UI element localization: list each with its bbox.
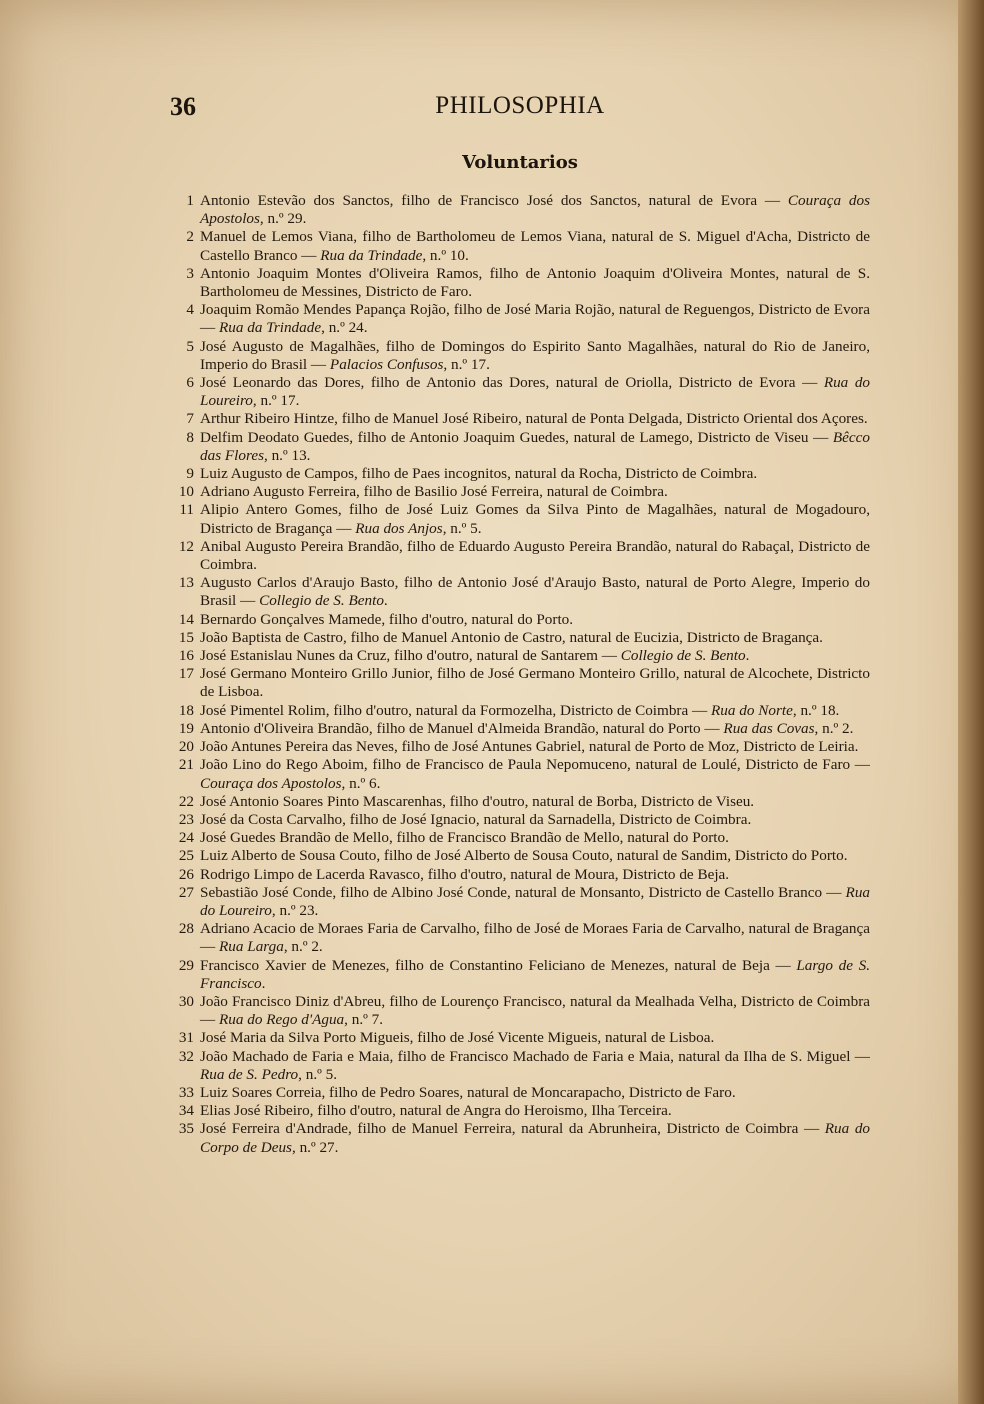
entry-text: Rodrigo Limpo de Lacerda Ravasco, filho d'outro, natural de Moura, Districto de Beja. — [200, 865, 730, 883]
entry-number: 34 — [178, 1102, 194, 1120]
entry-house-number: , n.º 17. — [443, 355, 490, 373]
entry-text: Manuel de Lemos Viana, filho de Bartholomeu de Lemos Viana, natural de S. Miguel d'Acha, Districto de Castello Branco — — [200, 228, 870, 264]
entry-text: José Ferreira d'Andrade, filho de Manuel Ferreira, natural da Abrunheira, Districto de Coimbra — — [200, 1120, 820, 1138]
entry-text: Luiz Alberto de Sousa Couto, filho de José Alberto de Sousa Couto, natural de Sandim, Districto do Porto. — [200, 847, 848, 865]
list-item — [170, 265, 870, 301]
entry-text: Delfim Deodato Guedes, filho de Antonio Joaquim Guedes, natural de Lamego, Districto de Viseu — — [200, 428, 829, 446]
list-item — [170, 829, 870, 847]
list-item — [170, 1084, 870, 1102]
list-item — [170, 574, 870, 610]
entry-text: João Machado de Faria e Maia, filho de Francisco Machado de Faria e Maia, natural da Ilha de S. Miguel — — [200, 1047, 870, 1065]
entry-house-number: . — [383, 592, 388, 610]
entry-number: 23 — [178, 810, 194, 828]
book-binding-edge — [958, 0, 984, 1404]
entry-number: 8 — [186, 428, 194, 446]
entry-address: Rua do Corpo de Deus — [200, 1120, 871, 1156]
entry-text: Luiz Augusto de Campos, filho de Paes incognitos, natural da Rocha, Districto de Coimbra. — [200, 465, 758, 483]
entry-house-number: , n.º 6. — [341, 774, 381, 792]
entry-text: José Leonardo das Dores, filho de Antonio das Dores, natural de Oriolla, Districto de Evora — — [200, 374, 818, 392]
list-item — [170, 866, 870, 884]
entry-house-number: , n.º 23. — [271, 901, 319, 919]
entry-house-number: , n.º 17. — [252, 392, 300, 410]
entry-house-number: , n.º 10. — [422, 246, 469, 264]
entry-text: Augusto Carlos d'Araujo Basto, filho de Antonio José d'Araujo Basto, natural de Porto Alegre, Imperio do Brasil — — [200, 574, 870, 610]
list-item — [170, 1102, 870, 1120]
entry-list — [170, 192, 870, 1157]
entry-text: José Germano Monteiro Grillo Junior, filho de José Germano Monteiro Grillo, natural de Alcochete, Districto de Lisboa. — [200, 665, 870, 701]
list-item — [170, 756, 870, 792]
entry-number: 24 — [178, 829, 194, 847]
list-item — [170, 1120, 870, 1156]
entry-house-number: , n.º 5. — [298, 1065, 338, 1083]
entry-address: Rua do Rego d'Agua — [218, 1011, 345, 1029]
entry-address: Rua Larga — [218, 938, 284, 956]
running-title: PHILOSOPHIA — [435, 92, 605, 119]
entry-address: Largo de S. Francisco — [200, 956, 870, 992]
entry-number: 4 — [186, 301, 194, 319]
list-item — [170, 501, 870, 537]
entry-house-number: , n.º 13. — [263, 446, 311, 464]
entry-address: Collegio de S. Bento — [259, 592, 384, 610]
entry-text: José Augusto de Magalhães, filho de Domingos do Espirito Santo Magalhães, natural do Rio de Janeiro, Imperio do Brasil — — [200, 337, 870, 373]
entry-address: Rua do Loureiro — [200, 374, 871, 410]
entry-house-number: , n.º 2. — [814, 719, 854, 737]
list-item — [170, 465, 870, 483]
list-item — [170, 228, 870, 264]
entry-number: 7 — [186, 410, 194, 428]
entry-house-number: , n.º 24. — [321, 319, 368, 337]
page-number: 36 — [170, 92, 196, 121]
entry-text: José Maria da Silva Porto Migueis, filho de José Vicente Migueis, natural de Lisboa. — [200, 1029, 715, 1047]
entry-number: 22 — [178, 792, 194, 810]
entry-text: João Baptista de Castro, filho de Manuel Antonio de Castro, natural de Eucizia, Districto de Bragança. — [200, 628, 823, 646]
list-item — [170, 538, 870, 574]
entry-house-number: , n.º 29. — [259, 210, 307, 228]
entry-number: 31 — [178, 1029, 194, 1047]
entry-house-number: , n.º 18. — [792, 701, 840, 719]
list-item — [170, 665, 870, 701]
entry-text: Francisco Xavier de Menezes, filho de Constantino Feliciano de Menezes, natural de Beja — — [200, 956, 791, 974]
entry-number: 17 — [178, 665, 194, 683]
entry-number: 1 — [186, 192, 194, 209]
list-item — [170, 702, 870, 720]
entry-text: Bernardo Gonçalves Mamede, filho d'outro, natural do Porto. — [200, 610, 574, 628]
entry-number: 15 — [178, 628, 194, 646]
list-item — [170, 720, 870, 738]
entry-number: 35 — [178, 1120, 194, 1138]
entry-house-number: , n.º 7. — [344, 1011, 384, 1029]
entry-number: 20 — [178, 738, 194, 756]
entry-number: 2 — [186, 228, 194, 246]
entry-number: 6 — [186, 374, 194, 392]
entry-address: Palacios Confusos — [329, 355, 444, 373]
entry-text: Anibal Augusto Pereira Brandão, filho de Eduardo Augusto Pereira Brandão, natural do Rabaçal, Districto de Coimbra. — [200, 537, 870, 574]
entry-number: 29 — [178, 956, 194, 974]
entry-address: Rua dos Anjos — [355, 519, 443, 537]
list-item — [170, 738, 870, 756]
list-item — [170, 611, 870, 629]
entry-house-number: . — [745, 647, 750, 665]
entry-number: 33 — [178, 1083, 194, 1101]
entry-number: 32 — [178, 1047, 194, 1065]
entry-text: João Lino do Rego Aboim, filho de Francisco de Paula Nepomuceno, natural de Loulé, Districto de Faro — — [200, 756, 870, 774]
entry-number: 5 — [186, 337, 194, 355]
list-item — [170, 957, 870, 993]
entry-text: José da Costa Carvalho, filho de José Ignacio, natural da Sarnadella, Districto de Coimbra. — [200, 810, 752, 828]
entry-number: 27 — [178, 883, 194, 901]
entry-text: Arthur Ribeiro Hintze, filho de Manuel José Ribeiro, natural de Ponta Delgada, Districto Oriental dos Açores. — [200, 410, 868, 428]
entry-house-number: . — [261, 974, 266, 992]
entry-text: Antonio d'Oliveira Brandão, filho de Manuel d'Almeida Brandão, natural do Porto — — [200, 719, 720, 737]
entry-text: José Pimentel Rolim, filho d'outro, natural da Formozelha, Districto de Coimbra — — [200, 701, 708, 719]
entry-number: 25 — [178, 847, 194, 865]
entry-text: Elias José Ribeiro, filho d'outro, natural de Angra do Heroismo, Ilha Terceira. — [200, 1102, 672, 1120]
list-item — [170, 429, 870, 465]
list-item — [170, 483, 870, 501]
entry-text: José Estanislau Nunes da Cruz, filho d'outro, natural de Santarem — — [200, 647, 617, 665]
entry-number: 28 — [178, 920, 194, 938]
entry-number: 19 — [178, 719, 194, 737]
entry-number: 10 — [178, 483, 194, 501]
list-item — [170, 884, 870, 920]
entry-text: João Francisco Diniz d'Abreu, filho de Lourenço Francisco, natural da Mealhada Velha, Districto de Coimbra — — [200, 992, 870, 1029]
entry-number: 14 — [178, 610, 194, 628]
entry-text: Adriano Augusto Ferreira, filho de Basilio José Ferreira, natural de Coimbra. — [200, 483, 668, 501]
entry-number: 12 — [178, 537, 194, 555]
entry-address: Rua da Trindade — [218, 319, 322, 337]
entry-number: 9 — [186, 465, 194, 483]
entry-address: Rua de S. Pedro — [200, 1065, 299, 1083]
entry-address: Rua das Covas — [723, 719, 815, 737]
list-item — [170, 410, 870, 428]
list-item — [170, 847, 870, 865]
list-item — [170, 629, 870, 647]
entry-number: 16 — [178, 647, 194, 665]
entry-address: Collegio de S. Bento — [620, 647, 746, 665]
entry-address: Rua do Norte — [711, 701, 793, 719]
entry-number: 21 — [178, 756, 194, 774]
entry-text: João Antunes Pereira das Neves, filho de José Antunes Gabriel, natural de Porto de Moz, Districto de Leiria. — [200, 738, 859, 756]
entry-text: José Antonio Soares Pinto Mascarenhas, filho d'outro, natural de Borba, Districto de Viseu. — [200, 792, 755, 810]
entry-house-number: , n.º 5. — [442, 519, 482, 537]
entry-address: Bêcco das Flores — [200, 428, 870, 464]
list-item — [170, 192, 870, 228]
entry-number: 11 — [179, 501, 194, 519]
entry-text: Joaquim Romão Mendes Papança Rojão, filho de José Maria Rojão, natural de Reguengos, Districto de Evora — — [200, 301, 870, 337]
list-item — [170, 920, 870, 956]
list-item — [170, 1048, 870, 1084]
entry-number: 18 — [178, 701, 194, 719]
entry-text: Luiz Soares Correia, filho de Pedro Soares, natural de Moncarapacho, Districto de Faro. — [200, 1083, 736, 1101]
entry-address: Couraça dos Apostolos — [200, 774, 342, 792]
entry-text: Antonio Estevão dos Sanctos, filho de Francisco José dos Sanctos, natural de Evora — — [200, 192, 781, 209]
entry-number: 26 — [178, 865, 194, 883]
entry-number: 3 — [186, 264, 194, 282]
list-item — [170, 338, 870, 374]
entry-text: Antonio Joaquim Montes d'Oliveira Ramos, filho de Antonio Joaquim d'Oliveira Montes, natural de S. Bartholomeu de Messines, Districto de Faro. — [200, 264, 870, 301]
entry-number: 30 — [178, 992, 194, 1010]
entry-text: José Guedes Brandão de Mello, filho de Francisco Brandão de Mello, natural do Porto. — [200, 829, 729, 847]
entry-address: Rua da Trindade — [320, 246, 423, 264]
entry-house-number: , n.º 2. — [283, 938, 323, 956]
list-item — [170, 647, 870, 665]
list-item — [170, 301, 870, 337]
list-item — [170, 374, 870, 410]
entry-house-number: , n.º 27. — [291, 1138, 339, 1156]
entry-text: Sebastião José Conde, filho de Albino José Conde, natural de Monsanto, Districto de Castello Branco — — [200, 883, 842, 901]
entry-address: Rua do Loureiro — [200, 883, 871, 919]
entry-address: Couraça dos Apostolos — [200, 192, 870, 228]
entry-text: Alipio Antero Gomes, filho de José Luiz Gomes da Silva Pinto de Magalhães, natural de Mogadouro, Districto de Bragança — — [200, 501, 870, 537]
list-item — [170, 993, 870, 1029]
list-item — [170, 793, 870, 811]
section-heading: Voluntarios — [462, 152, 578, 173]
list-item — [170, 1029, 870, 1047]
list-item — [170, 811, 870, 829]
page-header — [170, 92, 870, 128]
entry-text: Adriano Acacio de Moraes Faria de Carvalho, filho de José de Moraes Faria de Carvalho, natural de Bragança — — [200, 920, 870, 956]
entry-number: 13 — [178, 574, 194, 592]
